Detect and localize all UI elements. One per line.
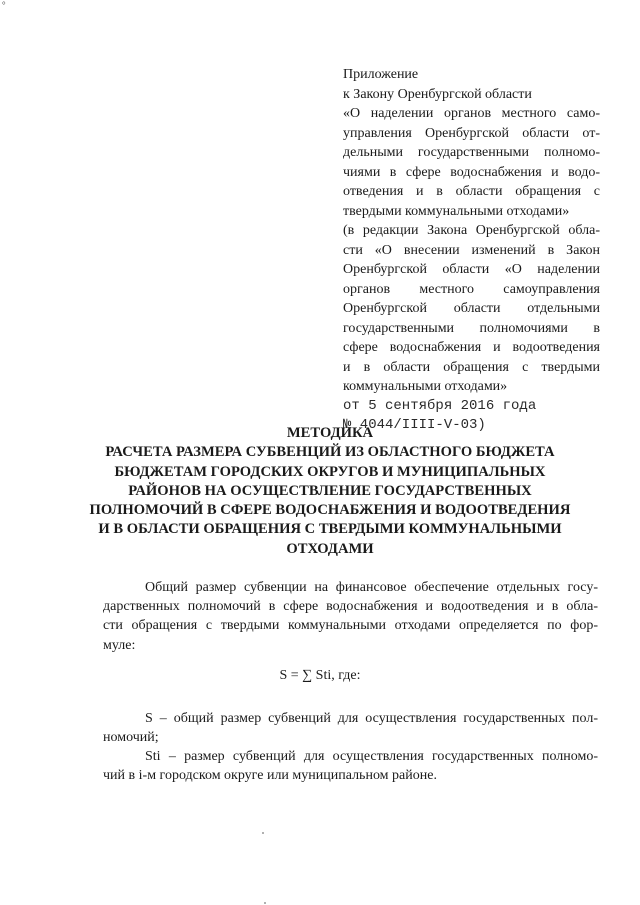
paragraph-line: сти обращения с твердыми коммунальными отходами определяется по фор- xyxy=(103,618,598,634)
appendix-line: сфере водоснабжения и водоотведения xyxy=(343,340,600,355)
title-line: МЕТОДИКА xyxy=(286,425,374,441)
appendix-line: твердыми коммунальными отходами» xyxy=(343,203,570,219)
definition-line: S – общий размер субвенций для осуществления государственных пол- xyxy=(145,711,598,726)
appendix-line: «О наделении органов местного само- xyxy=(343,106,600,121)
definition-line: чий в i-м городском округе или муниципальном районе. xyxy=(103,768,437,784)
definition-sti xyxy=(103,747,598,785)
appendix-line: управления Оренбургской области от- xyxy=(343,125,600,141)
definition-line: Sti – размер субвенций для осуществления государственных полномо- xyxy=(145,749,598,764)
title-line: РАЙОНОВ НА ОСУЩЕСТВЛЕНИЕ ГОСУДАРСТВЕННЫХ xyxy=(128,482,532,499)
appendix-line: государственными полномочиями в xyxy=(343,320,600,336)
document-title xyxy=(80,424,580,559)
scan-speck xyxy=(262,832,264,834)
title-line: БЮДЖЕТАМ ГОРОДСКИХ ОКРУГОВ И МУНИЦИПАЛЬНЫХ xyxy=(114,463,546,480)
appendix-line: и в области обращения с твердыми xyxy=(343,359,600,375)
definition-s xyxy=(103,709,598,747)
appendix-line: дельными государственными полномо- xyxy=(343,145,600,160)
title-line: ОТХОДАМИ xyxy=(286,540,374,557)
appendix-line: Оренбургской области отдельными xyxy=(343,301,600,316)
title-line: РАСЧЕТА РАЗМЕРА СУБВЕНЦИЙ ИЗ ОБЛАСТНОГО БЮДЖЕТА xyxy=(105,444,555,461)
paragraph-line: муле: xyxy=(103,637,136,653)
paragraph-line: Общий размер субвенции на финансовое обеспечение отдельных госу- xyxy=(145,580,598,595)
appendix-line: к Закону Оренбургской области xyxy=(343,86,532,102)
appendix-header xyxy=(343,65,600,436)
appendix-line: органов местного самоуправления xyxy=(343,281,600,297)
appendix-line: сти «О внесении изменений в Закон xyxy=(343,242,600,258)
appendix-line: Приложение xyxy=(343,67,419,82)
formula: S = ∑ Sti, где: xyxy=(279,668,361,683)
appendix-line: (в редакции Закона Оренбургской обла- xyxy=(343,223,600,238)
stamp-date: от 5 сентября 2016 года xyxy=(343,397,537,414)
appendix-line: отведения и в области обращения с xyxy=(343,184,600,199)
appendix-line: чиями в сфере водоснабжения и водо- xyxy=(343,164,600,180)
title-line: ПОЛНОМОЧИЙ В СФЕРЕ ВОДОСНАБЖЕНИЯ И ВОДООТВЕДЕНИЯ xyxy=(89,502,571,519)
definition-line: номочий; xyxy=(103,730,159,746)
stamp-number: № 4044/IIII-V-03) xyxy=(343,417,486,433)
paragraph-line: дарственных полномочий в сфере водоснабжения и водоотведения и в обла- xyxy=(103,599,598,615)
intro-paragraph xyxy=(103,578,598,655)
scan-speck xyxy=(264,902,266,904)
appendix-line: коммунальными отходами» xyxy=(343,379,508,394)
title-line: И В ОБЛАСТИ ОБРАЩЕНИЯ С ТВЕРДЫМИ КОММУНАЛЬНЫМИ xyxy=(98,521,562,538)
appendix-line: Оренбургской области «О наделении xyxy=(343,262,600,277)
scan-corner-mark: ° xyxy=(2,0,6,10)
